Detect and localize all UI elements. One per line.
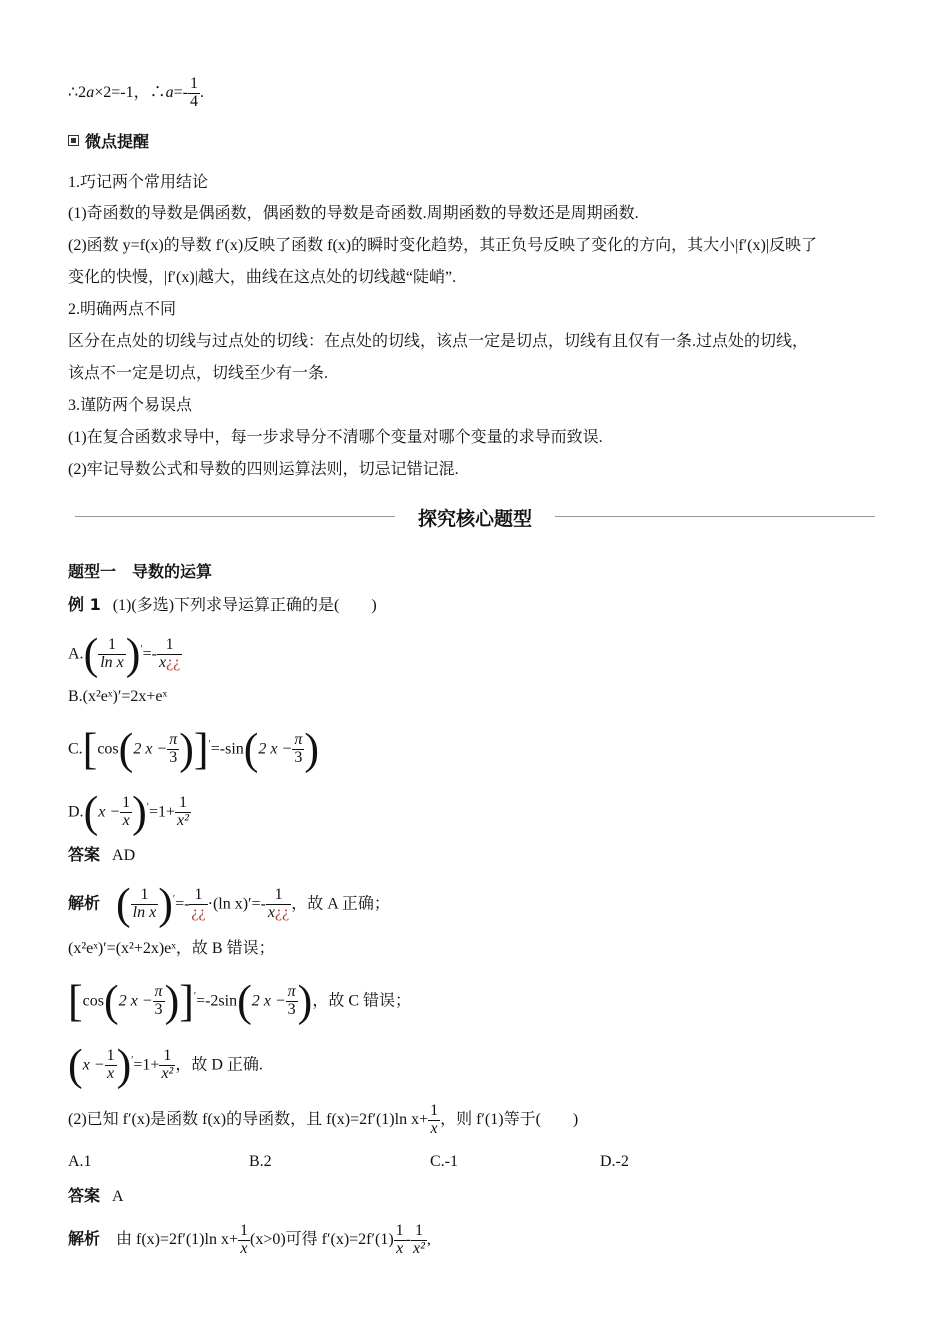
fraction bbox=[131, 887, 159, 922]
example2-stem bbox=[68, 1098, 578, 1142]
fraction bbox=[153, 984, 165, 1019]
text: =-2sin bbox=[196, 992, 238, 1010]
text: =-sin bbox=[210, 740, 244, 758]
denominator: x bbox=[430, 1119, 438, 1137]
paren: ( bbox=[103, 976, 119, 1026]
fraction bbox=[238, 1223, 250, 1258]
answer-1 bbox=[68, 844, 135, 867]
fraction bbox=[167, 732, 179, 767]
argument: 2 x − bbox=[133, 740, 168, 758]
denominator: ln x bbox=[100, 654, 124, 672]
fraction bbox=[98, 637, 126, 672]
numerator: 1 bbox=[175, 795, 191, 813]
numerator: 1 bbox=[239, 1222, 248, 1240]
fraction bbox=[189, 887, 207, 922]
answer-value: A bbox=[112, 1188, 124, 1205]
denominator: x bbox=[122, 812, 130, 830]
text: ，故 A 正确； bbox=[291, 895, 390, 913]
denominator: 3 bbox=[294, 749, 303, 767]
numerator: 1 bbox=[106, 1047, 115, 1065]
paren: ) bbox=[158, 879, 173, 929]
paren: ) bbox=[297, 976, 313, 1026]
fraction bbox=[394, 1223, 406, 1258]
numerator: 1 bbox=[131, 887, 159, 905]
option-d: D.(x − $\frac{1}{x}$ )′=1+ $\frac{1}{\text{x²}}$ bbox=[68, 787, 189, 837]
tip-p5b: 该点不一定是切点，切线至少有一条. bbox=[68, 365, 329, 382]
numerator: 1 bbox=[159, 1048, 175, 1066]
text: =1+ bbox=[148, 803, 176, 821]
numerator: 1 bbox=[122, 794, 131, 812]
denominator: x bbox=[396, 1239, 404, 1257]
denominator-x: x bbox=[267, 904, 276, 922]
option-2a: A.1 bbox=[68, 1153, 92, 1170]
denominator: 4 bbox=[189, 92, 198, 110]
option-a: A.( $\frac{1}{\text{ln x}}$ )′=- $\frac{1}{x¿¿}$ bbox=[68, 629, 181, 679]
paren: ) bbox=[125, 629, 141, 679]
text: =- bbox=[175, 895, 190, 913]
type1-title: 题型一 导数的运算 bbox=[68, 562, 213, 581]
tip-title-text: 微点提醒 bbox=[85, 132, 150, 151]
solution-label: 解析 bbox=[68, 893, 101, 913]
paren: ) bbox=[132, 787, 147, 837]
paren: ) bbox=[304, 724, 319, 774]
fraction bbox=[286, 984, 298, 1019]
denominator: x bbox=[107, 1065, 115, 1083]
text: , bbox=[426, 1231, 431, 1248]
text: =1+ bbox=[133, 1056, 160, 1074]
denominator: 3 bbox=[287, 1001, 296, 1019]
fraction bbox=[411, 1223, 427, 1258]
fraction bbox=[105, 1048, 117, 1083]
example-stem-text: (1)(多选)下列求导运算正确的是( ) bbox=[112, 597, 377, 614]
numerator: 1 bbox=[411, 1223, 427, 1241]
argument: x − bbox=[82, 1056, 105, 1074]
option-2b: B.2 bbox=[249, 1153, 272, 1170]
denominator: 3 bbox=[169, 749, 178, 767]
fraction bbox=[175, 795, 191, 830]
numerator: 1 bbox=[157, 637, 182, 655]
text: ×2=-1，∴ bbox=[94, 83, 166, 101]
text: 由 f(x)=2f′(1)ln x+ bbox=[116, 1231, 238, 1248]
fraction bbox=[266, 887, 291, 922]
argument: 2 x − bbox=[258, 740, 293, 758]
answer-label: 答案 bbox=[68, 845, 101, 864]
answer-label: 答案 bbox=[68, 1186, 101, 1205]
argument: 2 x − bbox=[118, 992, 153, 1010]
intro-line bbox=[68, 76, 204, 111]
text: =- bbox=[173, 83, 188, 101]
paren: ( bbox=[68, 1040, 83, 1090]
bracket: [ bbox=[82, 724, 98, 774]
section-heading-text: 探究核心题型 bbox=[417, 508, 532, 530]
answer-2 bbox=[68, 1185, 124, 1208]
text: ，故 D 正确. bbox=[175, 1056, 263, 1074]
tip-p7: (1)在复合函数求导中，每一步求导分不清哪个变量对哪个变量的求导而致误. bbox=[68, 429, 603, 446]
example1-stem bbox=[68, 594, 377, 617]
fraction bbox=[428, 1103, 440, 1138]
func-name: cos bbox=[82, 992, 104, 1010]
numerator: π bbox=[169, 731, 178, 749]
square-bullet-icon bbox=[68, 135, 79, 146]
paren: ( bbox=[243, 724, 259, 774]
option-2d: D.-2 bbox=[600, 1153, 629, 1170]
paren: ( bbox=[118, 724, 134, 774]
paren: ( bbox=[116, 879, 131, 929]
solution-1-line-a: 解析 ( $\frac{1}{\text{ln x}}$ )′=- $\frac{1}{¿¿}$ ·(ln x)′=- $\frac{1}{x¿¿}$ ，故 A 正确； bbox=[68, 879, 390, 929]
denominator-glyph: ¿¿ bbox=[191, 904, 206, 922]
fraction-quarter bbox=[188, 76, 200, 111]
text: (2)已知 f′(x)是函数 f(x)的导函数，且 f(x)=2f′(1)ln x+ bbox=[68, 1111, 429, 1128]
text: ·(ln x)′=- bbox=[207, 895, 266, 913]
denominator: 3 bbox=[154, 1001, 163, 1019]
solution-1-line-c: [cos(2 x − $\frac{\pi}{3}$ )]′=-2sin(2 x − $\frac{\pi}{3}$ )，故 C 错误； bbox=[68, 976, 412, 1026]
solution-1-line-b: (x²eˣ)′=(x²+2x)eˣ，故 B 错误； bbox=[68, 940, 275, 957]
denominator: x² bbox=[413, 1239, 425, 1257]
denominator-x: x bbox=[158, 654, 167, 672]
numerator: 1 bbox=[395, 1222, 404, 1240]
numerator: π bbox=[287, 983, 296, 1001]
text: ，则 f′(1)等于( ) bbox=[440, 1111, 579, 1128]
fraction bbox=[157, 637, 182, 672]
text: ∴2 bbox=[68, 83, 87, 101]
paren: ) bbox=[164, 976, 180, 1026]
option-2c: C.-1 bbox=[430, 1153, 458, 1170]
numerator: 1 bbox=[430, 1102, 439, 1120]
solution-label: 解析 bbox=[68, 1229, 101, 1248]
denominator: x² bbox=[177, 812, 189, 830]
tip-p4: 2.明确两点不同 bbox=[68, 301, 177, 318]
fraction bbox=[292, 732, 304, 767]
tip-p3a: (2)函数 y=f(x)的导数 f′(x)反映了函数 f(x)的瞬时变化趋势，其正负号反映了变化的方向，其大小|f′(x)|反映了 bbox=[68, 237, 818, 254]
text: . bbox=[199, 83, 204, 101]
func-name: cos bbox=[97, 740, 119, 758]
answer-value: AD bbox=[112, 847, 136, 864]
fraction bbox=[159, 1048, 175, 1083]
numerator: 1 bbox=[266, 887, 291, 905]
bracket: ] bbox=[179, 976, 194, 1026]
numerator: π bbox=[294, 731, 303, 749]
paren: ( bbox=[83, 629, 99, 679]
numerator: π bbox=[154, 983, 163, 1001]
option-letter: A. bbox=[68, 645, 84, 663]
tip-title bbox=[68, 131, 149, 154]
bracket: ] bbox=[193, 724, 209, 774]
tip-p6: 3.谨防两个易误点 bbox=[68, 397, 193, 414]
paren: ( bbox=[83, 787, 99, 837]
text: ，故 C 错误； bbox=[312, 992, 412, 1010]
text: =- bbox=[142, 645, 157, 663]
denominator: x² bbox=[161, 1065, 174, 1083]
example-label: 例 1 bbox=[68, 595, 101, 614]
denominator-glyph: ¿¿ bbox=[166, 654, 181, 672]
var-a: a bbox=[86, 83, 95, 101]
argument: 2 x − bbox=[251, 992, 286, 1010]
denominator-glyph: ¿¿ bbox=[275, 904, 290, 922]
text: (x>0)可得 f′(x)=2f′(1) bbox=[249, 1231, 394, 1248]
bracket: [ bbox=[68, 976, 83, 1026]
numerator: 1 bbox=[189, 75, 198, 92]
tip-p1: 1.巧记两个常用结论 bbox=[68, 174, 209, 191]
tip-p3b: 变化的快慢，|f′(x)|越大，曲线在这点处的切线越“陡峭”. bbox=[68, 269, 457, 286]
section-heading bbox=[75, 504, 875, 528]
paren: ) bbox=[179, 724, 194, 774]
numerator: 1 bbox=[189, 887, 207, 905]
tip-p5a: 区分在点处的切线与过点处的切线：在点处的切线，该点一定是切点，切线有且仅有一条.过点处的切线， bbox=[68, 333, 809, 350]
solution-1-line-d: (x − $\frac{1}{x}$ )′=1+ $\frac{1}{\text{x²}}$ ，故 D 正确. bbox=[68, 1040, 263, 1090]
solution-2 bbox=[68, 1216, 431, 1263]
tip-p2: (1)奇函数的导数是偶函数，偶函数的导数是奇函数.周期函数的导数还是周期函数. bbox=[68, 205, 639, 222]
text: - bbox=[405, 1231, 411, 1248]
tip-p8: (2)牢记导数公式和导数的四则运算法则，切忌记错记混. bbox=[68, 461, 459, 478]
numerator: 1 bbox=[98, 637, 126, 655]
fraction bbox=[120, 795, 132, 830]
option-c: C.[cos(2 x − $\frac{\pi}{3}$ )]′=-sin(2 x − $\frac{\pi}{3}$ ) bbox=[68, 724, 319, 774]
paren: ( bbox=[237, 976, 252, 1026]
option-letter: C. bbox=[68, 740, 83, 758]
denominator: ln x bbox=[132, 904, 157, 922]
argument: x − bbox=[98, 803, 121, 821]
paren: ) bbox=[116, 1040, 132, 1090]
denominator: x bbox=[240, 1239, 248, 1257]
option-b: B.(x²eˣ)′=2x+eˣ bbox=[68, 688, 168, 705]
var-a: a bbox=[165, 83, 174, 101]
option-letter: D. bbox=[68, 803, 84, 821]
